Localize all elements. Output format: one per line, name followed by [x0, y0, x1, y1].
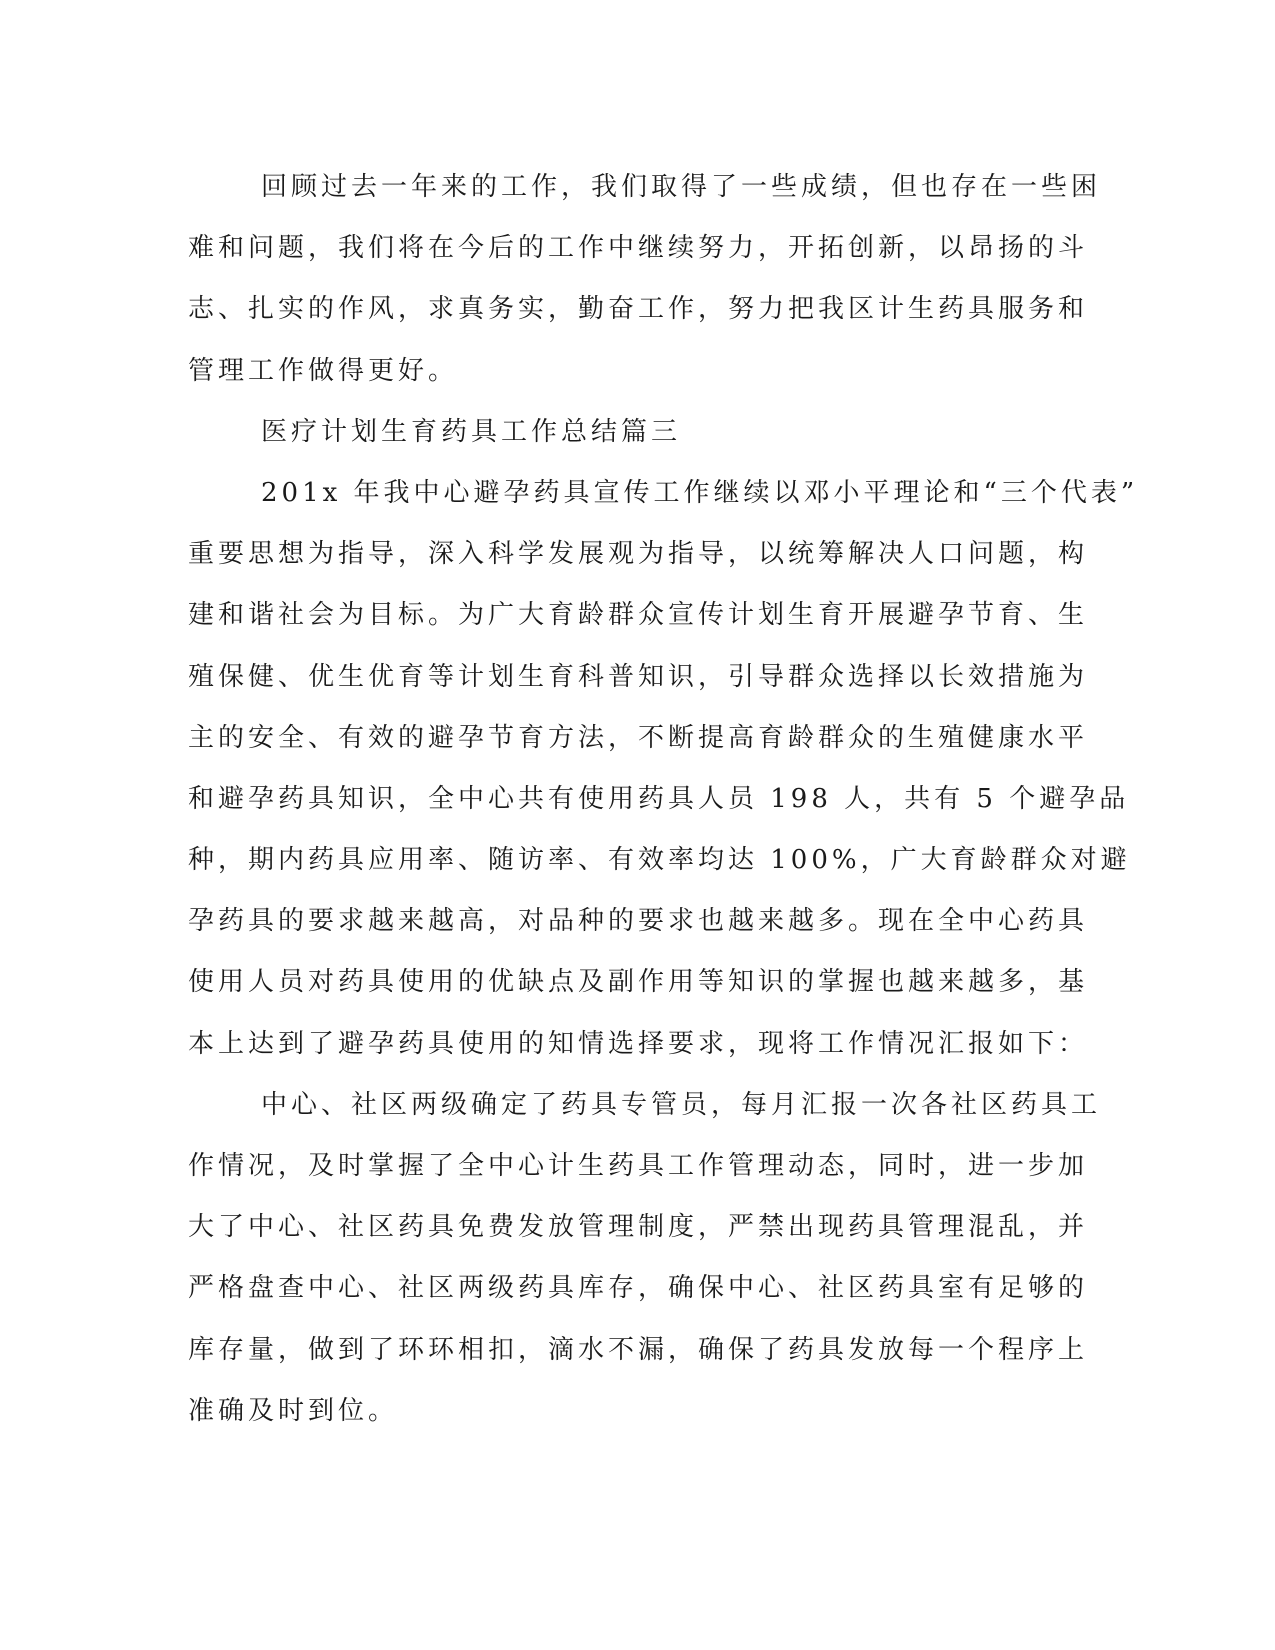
document-body	[188, 157, 1139, 1442]
text-line: 孕药具的要求越来越高，对品种的要求也越来越多。现在全中心药具	[188, 906, 1089, 937]
paragraph-management	[188, 1075, 1102, 1442]
text-line: 中心、社区两级确定了药具专管员，每月汇报一次各社区药具工	[261, 1089, 1102, 1120]
text-line: 种，期内药具应用率、随访率、有效率均达 100%，广大育龄群众对避	[188, 845, 1131, 876]
paragraph-publicity	[188, 463, 1139, 1075]
text-line: 建和谐社会为目标。为广大育龄群众宣传计划生育开展避孕节育、生	[188, 600, 1089, 631]
text-line: 201x 年我中心避孕药具宣传工作继续以邓小平理论和“三个代表”	[261, 477, 1139, 508]
text-line: 和避孕药具知识，全中心共有使用药具人员 198 人，共有 5 个避孕品	[188, 783, 1130, 814]
text-line: 殖保健、优生优育等计划生育科普知识，引导群众选择以长效措施为	[188, 661, 1089, 692]
text-line: 难和问题，我们将在今后的工作中继续努力，开拓创新，以昂扬的斗	[188, 233, 1089, 264]
paragraph-review	[188, 157, 1102, 402]
text-line: 库存量，做到了环环相扣，滴水不漏，确保了药具发放每一个程序上	[188, 1334, 1089, 1365]
text-line: 作情况，及时掌握了全中心计生药具工作管理动态，同时，进一步加	[188, 1151, 1089, 1181]
heading-text: 医疗计划生育药具工作总结篇三	[261, 416, 682, 447]
text-line: 管理工作做得更好。	[188, 355, 459, 386]
text-line: 重要思想为指导，深入科学发展观为指导，以统筹解决人口问题，构	[188, 539, 1089, 570]
text-line: 严格盘查中心、社区两级药具库存，确保中心、社区药具室有足够的	[188, 1273, 1089, 1304]
text-line: 本上达到了避孕药具使用的知情选择要求，现将工作情况汇报如下：	[188, 1028, 1089, 1059]
text-line: 回顾过去一年来的工作，我们取得了一些成绩，但也存在一些困	[261, 172, 1102, 202]
text-line: 志、扎实的作风，求真务实，勤奋工作，努力把我区计生药具服务和	[188, 294, 1089, 325]
section-heading	[188, 402, 1068, 463]
text-line: 主的安全、有效的避孕节育方法，不断提高育龄群众的生殖健康水平	[188, 722, 1089, 753]
text-line: 使用人员对药具使用的优缺点及副作用等知识的掌握也越来越多，基	[188, 967, 1089, 998]
text-line: 准确及时到位。	[188, 1395, 399, 1426]
text-line: 大了中心、社区药具免费发放管理制度，严禁出现药具管理混乱，并	[188, 1212, 1089, 1243]
